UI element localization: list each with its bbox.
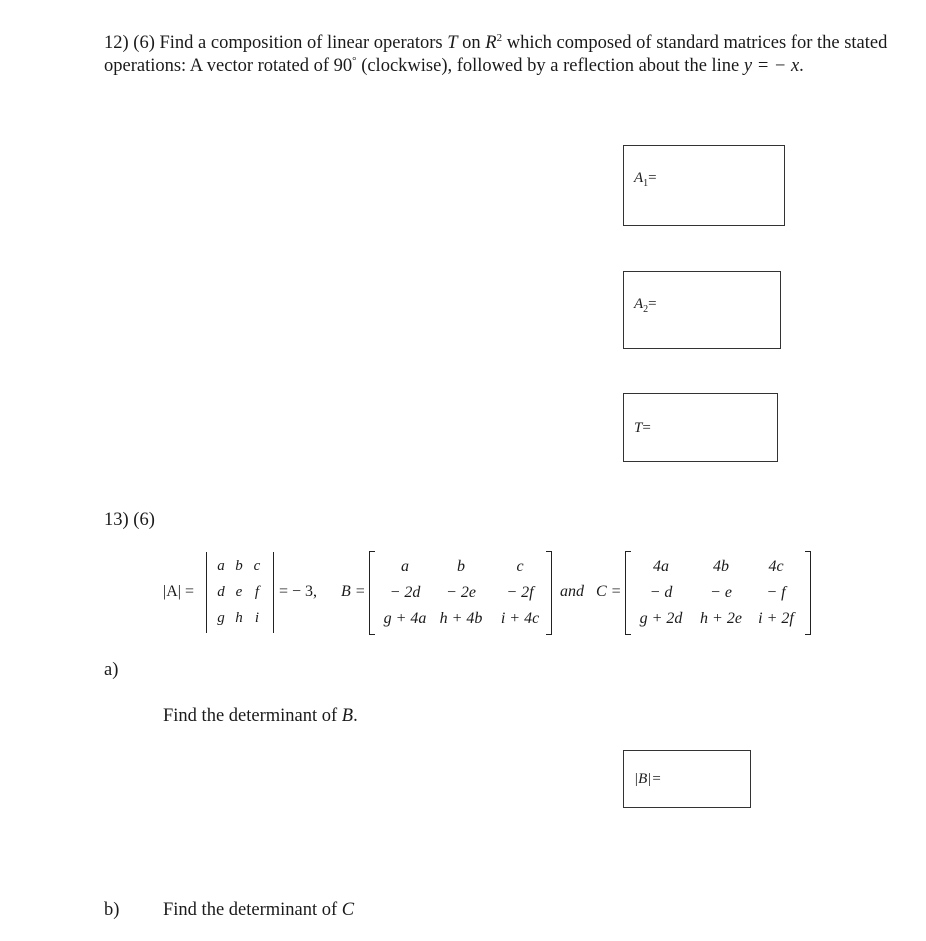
matB-cell-r1c1: a — [401, 558, 409, 575]
matC-cell-r2c1: − d — [649, 584, 673, 601]
matB-cell-r1c3: c — [516, 558, 524, 575]
q12-text-3: which composed of standard matrices for the stated operations: A vector rotated of 90 — [104, 33, 888, 76]
q12-text-2: on — [462, 33, 481, 53]
q12-R-sup: 2 — [496, 32, 503, 44]
matB-cell-r2c1: − 2d — [389, 584, 421, 601]
matA-right-bar — [273, 552, 274, 633]
matC-cell-r1c1: 4a — [653, 558, 669, 575]
answer-box-a1[interactable] — [623, 145, 785, 226]
q12-number: 12) — [104, 33, 129, 53]
matC-cell-r1c2: 4b — [713, 558, 729, 575]
question-13-label: 13) (6) — [104, 510, 155, 530]
matB-cell-r2c2: − 2e — [446, 584, 476, 601]
matC-cell-r3c3: i + 2f — [758, 610, 794, 627]
detA-value: = − 3, — [279, 583, 318, 600]
part-b-text: Find the determinant of C — [163, 900, 355, 920]
matA-cell-r3c2: h — [235, 610, 243, 626]
absA-label: |A| = — [163, 583, 194, 600]
matB-cell-r3c2: h + 4b — [439, 610, 483, 627]
part-a-text: Find the determinant of B. — [163, 706, 358, 726]
matC-right-bracket — [805, 551, 811, 635]
q12-end: . — [799, 56, 804, 76]
answer-box-detB[interactable] — [623, 750, 751, 808]
answer-label-a1: $A_1=$ — [634, 170, 657, 189]
answer-box-t[interactable] — [623, 393, 778, 462]
and-label: and — [560, 583, 584, 600]
q12-R: R — [485, 33, 497, 53]
matA-cell-r1c3: c — [253, 558, 261, 574]
matC-cell-r1c3: 4c — [768, 558, 784, 575]
matA-cell-r1c2: b — [235, 558, 243, 574]
matA-cell-r3c1: g — [217, 610, 225, 626]
matC-cell-r2c3: − f — [766, 584, 786, 601]
matA-cell-r2c1: d — [217, 584, 225, 600]
B-label: B = — [341, 583, 366, 600]
q12-degree: ° — [352, 55, 357, 67]
part-b-label: b) — [104, 900, 120, 920]
answer-label-t: T= — [634, 420, 651, 436]
matA-cell-r2c3: f — [254, 584, 260, 600]
matA-cell-r2c2: e — [235, 584, 243, 600]
answer-box-a2[interactable] — [623, 271, 781, 349]
matC-left-bracket — [625, 551, 631, 635]
matA-cell-r3c3: i — [254, 610, 260, 626]
q12-points: (6) — [133, 33, 155, 53]
matB-cell-r3c3: i + 4c — [500, 610, 540, 627]
matB-cell-r1c2: b — [457, 558, 465, 575]
matC-cell-r3c2: h + 2e — [700, 610, 742, 627]
matA-cell-r1c1: a — [217, 558, 225, 574]
q12-equation: y = − x — [743, 56, 800, 76]
q12-text-4: (clockwise), followed by a reflection about the line — [361, 56, 740, 76]
q12-T: T — [447, 33, 458, 53]
question-12-text — [104, 32, 894, 78]
part-a-label: a) — [104, 660, 119, 680]
matA-left-bar — [206, 552, 207, 633]
q12-text-1: Find a composition of linear operators — [159, 33, 443, 53]
matB-right-bracket — [546, 551, 552, 635]
matB-cell-r2c3: − 2f — [506, 584, 534, 601]
matB-cell-r3c1: g + 4a — [383, 610, 427, 627]
C-label: C = — [596, 583, 622, 600]
answer-label-a2: $A_2=$ — [634, 296, 657, 315]
matB-left-bracket — [369, 551, 375, 635]
matC-cell-r3c1: g + 2d — [639, 610, 683, 627]
answer-label-detB: |B|= — [634, 771, 662, 787]
matC-cell-r2c2: − e — [710, 584, 732, 601]
